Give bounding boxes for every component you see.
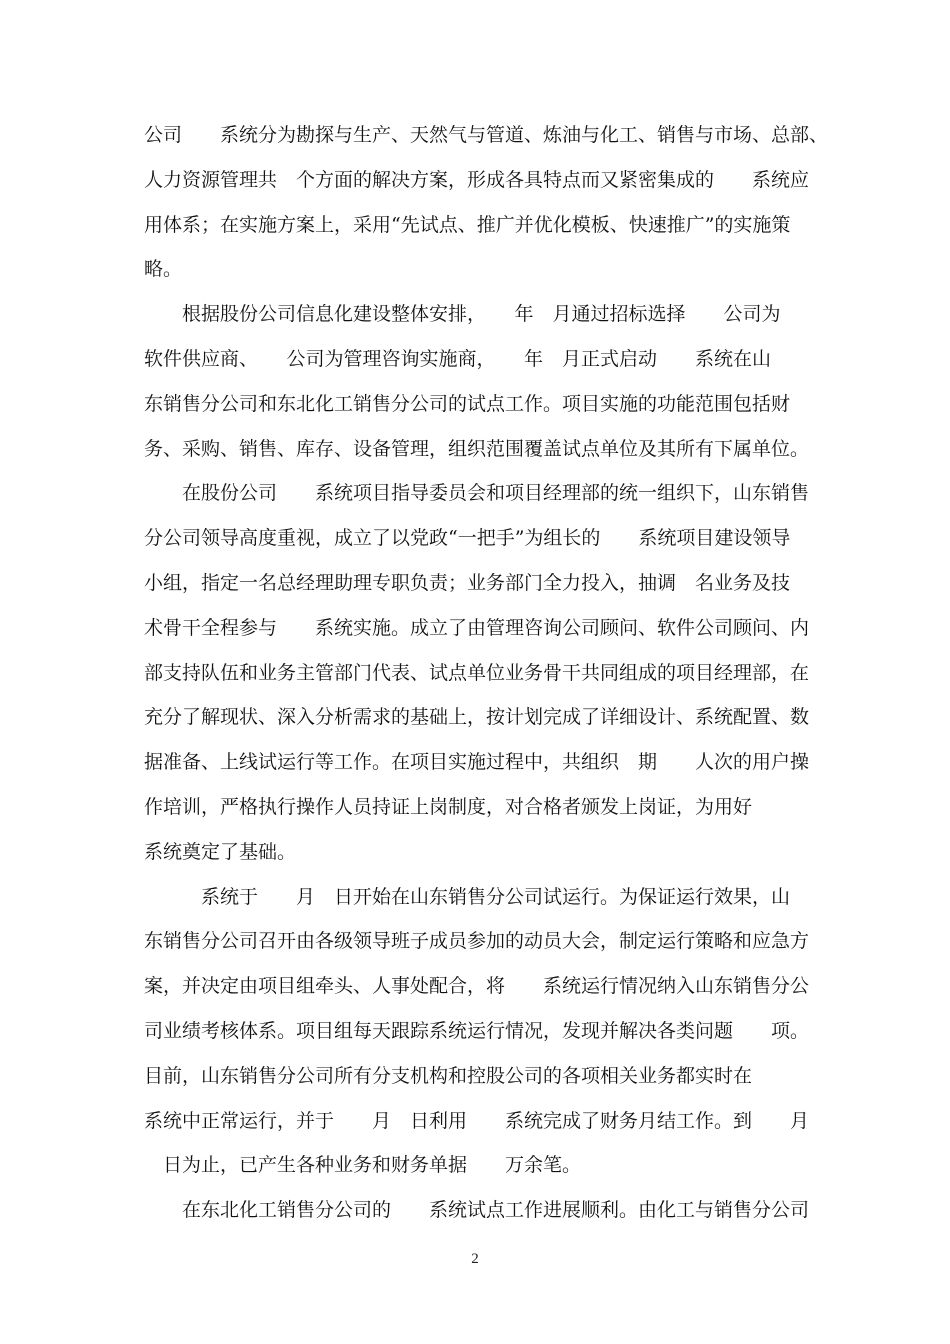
body-text-line: 根据股份公司信息化建设整体安排， 年 月通过招标选择 公司为 — [144, 303, 781, 325]
body-text-line: 务、采购、销售、库存、设备管理，组织范围覆盖试点单位及其所有下属单位。 — [144, 438, 810, 460]
body-text-line: 人力资源管理共 个方面的解决方案，形成各具特点而又紧密集成的 系统应 — [144, 169, 810, 191]
body-text-line: 系统奠定了基础。 — [144, 841, 297, 863]
body-text-line: 案，并决定由项目组牵头、人事处配合，将 系统运行情况纳入山东销售分公 — [144, 975, 810, 997]
body-text-line: 用体系；在实施方案上，采用“先试点、推广并优化模板、快速推广”的实施策 — [144, 214, 791, 236]
body-text-line: 分公司领导高度重视，成立了以党政“一把手”为组长的 系统项目建设领导 — [144, 527, 791, 549]
body-text-line: 软件供应商、 公司为管理咨询实施商， 年 月正式启动 系统在山 — [144, 348, 772, 370]
body-text-line: 东销售分公司和东北化工销售分公司的试点工作。项目实施的功能范围包括财 — [144, 393, 791, 415]
body-text-line: 系统于 月 日开始在山东销售分公司试运行。为保证运行效果，山 — [144, 886, 791, 908]
body-text-line: 作培训，严格执行操作人员持证上岗制度，对合格者颁发上岗证，为用好 — [144, 796, 753, 818]
body-text-line: 在股份公司 系统项目指导委员会和项目经理部的统一组织下，山东销售 — [144, 482, 810, 504]
body-text-line: 目前，山东销售分公司所有分支机构和控股公司的各项相关业务都实时在 — [144, 1065, 753, 1087]
body-text-line: 司业绩考核体系。项目组每天跟踪系统运行情况，发现并解决各类问题 项。 — [144, 1020, 810, 1042]
body-text-line: 术骨干全程参与 系统实施。成立了由管理咨询公司顾问、软件公司顾问、内 — [144, 617, 810, 639]
body-text-line: 公司 系统分为勘探与生产、天然气与管道、炼油与化工、销售与市场、总部、 — [144, 124, 829, 146]
body-text-line: 在东北化工销售分公司的 系统试点工作进展顺利。由化工与销售分公司 — [144, 1199, 810, 1221]
body-text-line: 充分了解现状、深入分析需求的基础上，按计划完成了详细设计、系统配置、数 — [144, 706, 810, 728]
page-number: 2 — [471, 1251, 479, 1267]
body-text-line: 略。 — [144, 258, 183, 280]
body-text-line: 东销售分公司召开由各级领导班子成员参加的动员大会，制定运行策略和应急方 — [144, 930, 810, 952]
body-text-line: 部支持队伍和业务主管部门代表、试点单位业务骨干共同组成的项目经理部，在 — [144, 662, 810, 684]
body-text-line: 系统中正常运行，并于 月 日利用 系统完成了财务月结工作。到 月 — [144, 1110, 810, 1132]
body-text-line: 据准备、上线试运行等工作。在项目实施过程中，共组织 期 人次的用户操 — [144, 751, 810, 773]
body-text-line: 日为止，已产生各种业务和财务单据 万余笔。 — [144, 1154, 582, 1176]
body-text-line: 小组，指定一名总经理助理专职负责；业务部门全力投入，抽调 名业务及技 — [144, 572, 791, 594]
